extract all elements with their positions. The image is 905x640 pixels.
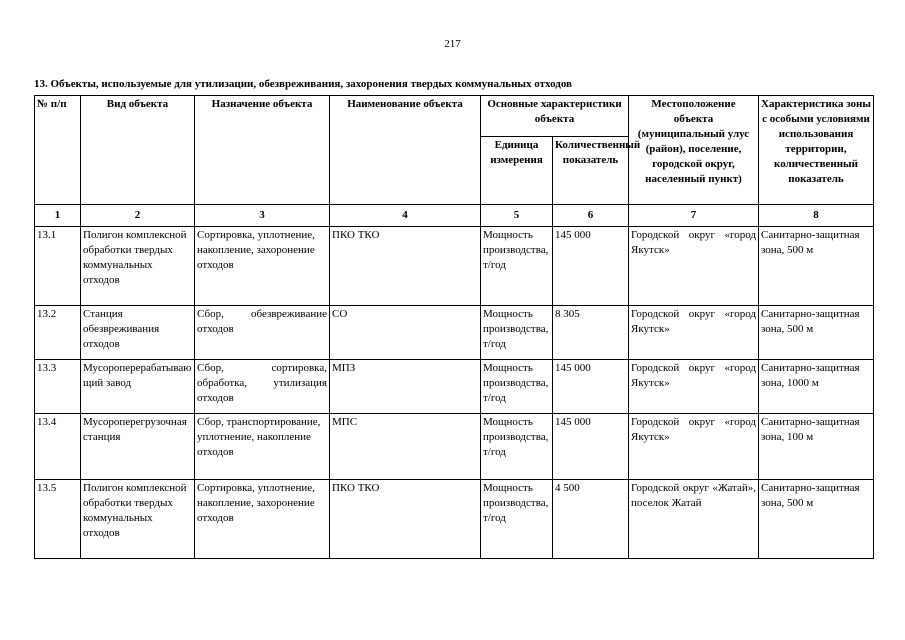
name-cell: МПЗ: [330, 360, 481, 414]
zone-cell: Санитарно-защитная зона, 100 м: [759, 414, 874, 480]
location-cell: Городской округ «город Якутск»: [629, 306, 759, 360]
object-type-cell: Мусороперегрузочная станция: [81, 414, 195, 480]
name-cell: СО: [330, 306, 481, 360]
quantity-cell: 145 000: [553, 414, 629, 480]
row-num: 13.2: [35, 306, 81, 360]
column-number: 2: [81, 205, 195, 227]
unit-cell: Мощность производства, т/год: [481, 360, 553, 414]
zone-cell: Санитарно-защитная зона, 500 м: [759, 227, 874, 306]
location-cell: Городской округ «Жатай», поселок Жатай: [629, 480, 759, 559]
unit-cell: Мощность производства, т/год: [481, 414, 553, 480]
header-main-characteristics: Основные характеристики объекта: [481, 96, 629, 137]
zone-cell: Санитарно-защитная зона, 1000 м: [759, 360, 874, 414]
table-row: [35, 360, 874, 414]
name-cell: ПКО ТКО: [330, 480, 481, 559]
row-num: 13.4: [35, 414, 81, 480]
table-row: [35, 414, 874, 480]
table-header-row: [35, 96, 874, 137]
page-number: 217: [444, 38, 461, 50]
purpose-cell: Сортировка, уплотнение, накопление, захоронение отходов: [195, 227, 330, 306]
object-type-cell: Станция обезвреживания отходов: [81, 306, 195, 360]
column-number: 4: [330, 205, 481, 227]
location-cell: Городской округ «город Якутск»: [629, 227, 759, 306]
purpose-cell: Сортировка, уплотнение, накопление, захоронение отходов: [195, 480, 330, 559]
quantity-cell: 4 500: [553, 480, 629, 559]
quantity-cell: 145 000: [553, 360, 629, 414]
table-row: [35, 227, 874, 306]
table-row: [35, 480, 874, 559]
name-cell: МПС: [330, 414, 481, 480]
quantity-cell: 8 305: [553, 306, 629, 360]
section-title: 13. Объекты, используемые для утилизации, обезвреживания, захоронения твердых коммунальных отходов: [34, 78, 572, 90]
row-num: 13.5: [35, 480, 81, 559]
unit-cell: Мощность производства, т/год: [481, 227, 553, 306]
object-type-cell: Полигон комплексной обработки твердых коммунальных отходов: [81, 480, 195, 559]
column-number: 1: [35, 205, 81, 227]
header-unit: Единица измерения: [481, 137, 553, 205]
table-row: [35, 306, 874, 360]
purpose-cell: Сбор, обезвреживание отходов: [195, 306, 330, 360]
column-numbers-row: [35, 205, 874, 227]
row-num: 13.1: [35, 227, 81, 306]
header-zone: Характеристика зоны с особыми условиями использования территории, количественный показатель: [759, 96, 874, 205]
row-num: 13.3: [35, 360, 81, 414]
column-number: 6: [553, 205, 629, 227]
location-cell: Городской округ «город Якутск»: [629, 360, 759, 414]
header-name: Наименование объекта: [330, 96, 481, 205]
quantity-cell: 145 000: [553, 227, 629, 306]
column-number: 7: [629, 205, 759, 227]
zone-cell: Санитарно-защитная зона, 500 м: [759, 306, 874, 360]
unit-cell: Мощность производства, т/год: [481, 480, 553, 559]
name-cell: ПКО ТКО: [330, 227, 481, 306]
header-location: Местоположение объекта (муниципальный улус (район), поселение, городской округ, населенный пункт): [629, 96, 759, 205]
unit-cell: Мощность производства, т/год: [481, 306, 553, 360]
header-quantity: Количественный показатель: [553, 137, 629, 205]
object-type-cell: Мусороперерабатывающий завод: [81, 360, 195, 414]
header-num: № п/п: [35, 96, 81, 205]
location-cell: Городской округ «город Якутск»: [629, 414, 759, 480]
waste-objects-table: [34, 95, 874, 559]
column-number: 3: [195, 205, 330, 227]
purpose-cell: Сбор, сортировка, обработка, утилизация отходов: [195, 360, 330, 414]
header-object-type: Вид объекта: [81, 96, 195, 205]
header-purpose: Назначение объекта: [195, 96, 330, 205]
purpose-cell: Сбор, транспортирование, уплотнение, накопление отходов: [195, 414, 330, 480]
column-number: 5: [481, 205, 553, 227]
column-number: 8: [759, 205, 874, 227]
zone-cell: Санитарно-защитная зона, 500 м: [759, 480, 874, 559]
object-type-cell: Полигон комплексной обработки твердых коммунальных отходов: [81, 227, 195, 306]
